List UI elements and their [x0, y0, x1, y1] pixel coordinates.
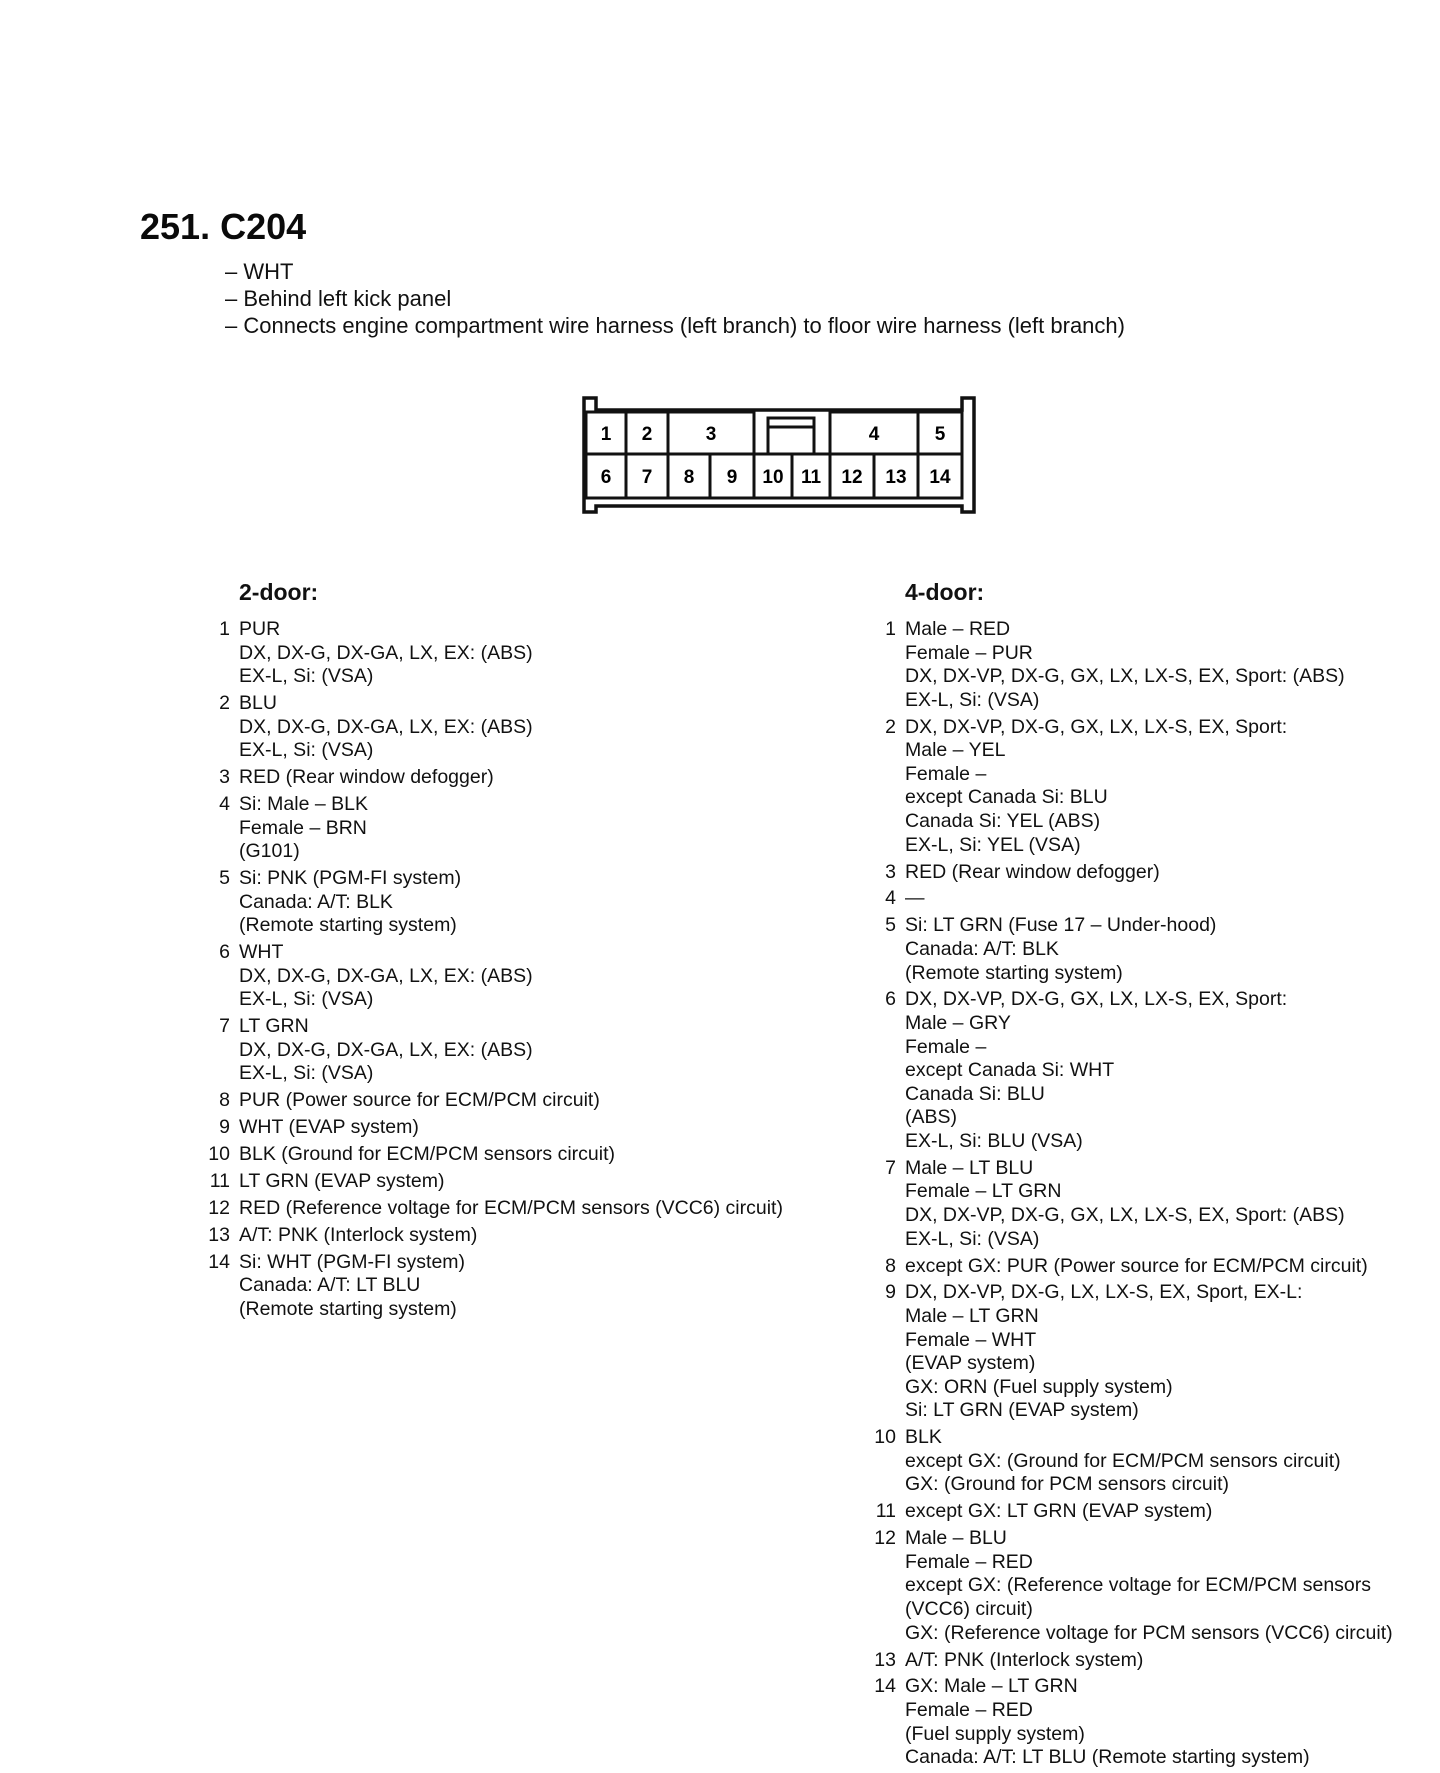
pin-entry	[200, 1170, 820, 1194]
pin-description-line: Female – PUR	[905, 641, 1033, 664]
pin-description-line: Si: PNK (PGM-FI system)	[239, 867, 462, 890]
pin-entry	[866, 716, 1436, 858]
pin-description-line: Female – LT GRN	[905, 1180, 1062, 1203]
two-door-heading: 2-door:	[239, 579, 319, 605]
pin-description-line: PUR	[239, 618, 281, 640]
connector-color: – WHT	[225, 259, 294, 284]
pin-entry	[866, 988, 1436, 1153]
pin-entry	[200, 618, 820, 689]
pin-entry	[866, 1649, 1436, 1673]
pin-description-line: Si: WHT (PGM-FI system)	[239, 1250, 466, 1273]
pin-description-line: (G101)	[239, 840, 300, 863]
pin-number: 8	[219, 1089, 230, 1112]
pin-description-line: Female – RED	[905, 1698, 1033, 1721]
two-door-column	[200, 578, 820, 1325]
pin-description-line: Male – LT BLU	[905, 1156, 1034, 1179]
pin-description-line: Canada: A/T: LT BLU (Remote starting system)	[905, 1746, 1310, 1769]
pin-description-line: EX-L, Si: (VSA)	[905, 1227, 1040, 1250]
pin-description-line: Male – YEL	[905, 739, 1006, 762]
pin-description-line: DX, DX-VP, DX-G, LX, LX-S, EX, Sport, EX-L:	[905, 1281, 1303, 1304]
pin-description-line: EX-L, Si: (VSA)	[239, 1062, 374, 1085]
pin-description-line: BLU	[239, 692, 277, 715]
pin-description-line: except Canada Si: WHT	[905, 1059, 1115, 1082]
pin-description-line: EX-L, Si: (VSA)	[239, 988, 374, 1011]
pin-description-line: Canada Si: BLU	[905, 1082, 1045, 1105]
pin-description-line: (Remote starting system)	[239, 1297, 457, 1320]
pin-description-line: (Remote starting system)	[905, 961, 1123, 984]
pin-description-line: GX: (Ground for PCM sensors circuit)	[905, 1473, 1229, 1496]
pin-description-line: Female – RED	[905, 1550, 1033, 1573]
pin-label: 5	[934, 424, 946, 445]
pin-number: 12	[874, 1527, 896, 1550]
pin-entry	[200, 793, 820, 864]
pin-description-line: EX-L, Si: (VSA)	[905, 688, 1040, 711]
pin-label: 1	[600, 424, 612, 445]
pin-description-line: DX, DX-VP, DX-G, GX, LX, LX-S, EX, Sport: (ABS)	[905, 665, 1345, 688]
pin-entry	[200, 766, 820, 790]
pin-description-line: except GX: (Ground for ECM/PCM sensors circuit)	[905, 1449, 1341, 1472]
pin-description-line: Si: Male – BLK	[239, 793, 368, 816]
pin-description-line: (ABS)	[905, 1106, 958, 1129]
pin-entry	[866, 1500, 1436, 1524]
pin-description-line: RED (Rear window defogger)	[239, 766, 494, 789]
connector-diagram	[580, 396, 976, 516]
pin-description-line: DX, DX-G, DX-GA, LX, EX: (ABS)	[239, 715, 533, 738]
pin-number: 13	[208, 1223, 230, 1246]
pin-description-line: DX, DX-VP, DX-G, GX, LX, LX-S, EX, Sport:	[905, 988, 1288, 1011]
pin-description-line: PUR (Power source for ECM/PCM circuit)	[239, 1089, 600, 1112]
pin-label: 3	[705, 424, 717, 445]
pin-entry	[200, 1089, 820, 1113]
pin-description-line: RED (Rear window defogger)	[905, 860, 1160, 883]
pin-entry	[200, 1251, 820, 1322]
pin-number: 10	[874, 1426, 896, 1449]
pin-number: 1	[219, 618, 230, 640]
four-door-pin-list	[866, 618, 1436, 1770]
pin-number: 11	[209, 1170, 230, 1193]
pin-description-line: (Remote starting system)	[239, 914, 457, 937]
pin-description-line: Male – LT GRN	[905, 1305, 1039, 1327]
pin-number: 14	[208, 1250, 230, 1273]
pin-description-line: except GX: (Reference voltage for ECM/PCM sensors (VCC6) circuit)	[905, 1574, 1372, 1621]
pin-description-line: except GX: PUR (Power source for ECM/PCM circuit)	[905, 1254, 1368, 1277]
pin-number: 9	[219, 1116, 230, 1139]
pin-label: 7	[641, 467, 653, 488]
pin-entry	[200, 692, 820, 763]
pin-entry	[866, 1157, 1436, 1251]
pin-number: 5	[219, 867, 230, 890]
pin-description-line: Si: LT GRN (Fuse 17 – Under-hood)	[905, 914, 1217, 937]
pin-entry	[200, 1015, 820, 1086]
pin-number: 8	[885, 1254, 896, 1277]
pin-description-line: DX, DX-VP, DX-G, GX, LX, LX-S, EX, Sport: (ABS)	[905, 1204, 1345, 1227]
pin-description-line: Canada Si: YEL (ABS)	[905, 810, 1101, 833]
two-door-pin-list	[200, 618, 820, 1321]
pin-entry	[866, 618, 1436, 712]
pin-description-line: (Fuel supply system)	[905, 1722, 1085, 1745]
connector-info	[225, 258, 1125, 339]
pin-description-line: Canada: A/T: BLK	[239, 890, 393, 913]
pin-description-line: —	[905, 887, 925, 910]
pin-label: 8	[683, 467, 695, 488]
pin-description-line: Canada: A/T: BLK	[905, 937, 1059, 960]
pin-number: 7	[885, 1156, 896, 1179]
pin-description-line: EX-L, Si: (VSA)	[239, 665, 374, 688]
pin-description-line: DX, DX-VP, DX-G, GX, LX, LX-S, EX, Sport:	[905, 715, 1288, 738]
pin-entry	[200, 867, 820, 938]
connector-lock-tab	[768, 418, 814, 454]
pin-description-line: GX: Male – LT GRN	[905, 1675, 1078, 1698]
pin-description-line: (EVAP system)	[905, 1352, 1036, 1375]
pin-description-line: BLK	[905, 1426, 942, 1449]
pin-description-line: WHT	[239, 941, 284, 964]
pin-label: 9	[726, 467, 738, 488]
pin-description-line: DX, DX-G, DX-GA, LX, EX: (ABS)	[239, 964, 533, 987]
pin-description-line: LT GRN	[239, 1015, 309, 1038]
pin-label: 14	[929, 467, 951, 488]
pin-number: 14	[874, 1675, 896, 1698]
pin-number: 3	[885, 860, 896, 883]
pin-number: 2	[885, 715, 896, 738]
pin-description-line: DX, DX-G, DX-GA, LX, EX: (ABS)	[239, 1038, 533, 1061]
pin-entry	[866, 1281, 1436, 1423]
pin-description-line: RED (Reference voltage for ECM/PCM sensors (VCC6) circuit)	[239, 1196, 783, 1219]
pin-description-line: except GX: LT GRN (EVAP system)	[905, 1500, 1213, 1523]
pin-number: 7	[219, 1015, 230, 1038]
pin-entry	[866, 1255, 1436, 1279]
pin-number: 11	[875, 1500, 896, 1523]
pin-label: 6	[600, 467, 612, 488]
pin-entry	[200, 1197, 820, 1221]
pin-description-line: A/T: PNK (Interlock system)	[905, 1648, 1144, 1671]
pin-number: 9	[885, 1281, 896, 1304]
pin-number: 13	[874, 1648, 896, 1671]
pin-number: 2	[219, 692, 230, 715]
pin-description-line: Male – BLU	[905, 1527, 1007, 1550]
pin-description-line: WHT (EVAP system)	[239, 1116, 419, 1139]
pin-entry	[200, 1116, 820, 1140]
pin-description-line: Female –	[905, 1035, 987, 1058]
pin-number: 4	[219, 793, 230, 816]
pin-description-line: Canada: A/T: LT BLU	[239, 1274, 421, 1297]
pin-number: 3	[219, 766, 230, 789]
pin-label: 11	[800, 467, 822, 488]
pin-entry	[866, 1426, 1436, 1497]
pin-description-line: Si: LT GRN (EVAP system)	[905, 1399, 1139, 1422]
pin-entry	[200, 941, 820, 1012]
pin-description-line: EX-L, Si: YEL (VSA)	[905, 833, 1081, 856]
pin-entry	[866, 861, 1436, 885]
pin-description-line: except Canada Si: BLU	[905, 786, 1108, 809]
pin-entry	[200, 1143, 820, 1167]
pin-entry	[866, 1675, 1436, 1769]
pin-description-line: Male – RED	[905, 618, 1011, 640]
pin-description-line: A/T: PNK (Interlock system)	[239, 1223, 478, 1246]
pin-description-line: LT GRN (EVAP system)	[239, 1170, 445, 1193]
pin-number: 10	[208, 1143, 230, 1166]
pin-label: 10	[762, 467, 784, 488]
pin-description-line: EX-L, Si: (VSA)	[239, 739, 374, 762]
four-door-column	[866, 578, 1436, 1773]
pin-description-line: Female – WHT	[905, 1328, 1037, 1351]
pin-description-line: GX: ORN (Fuel supply system)	[905, 1375, 1173, 1398]
connector-description: – Connects engine compartment wire harness (left branch) to floor wire harness (left branch)	[225, 313, 1125, 338]
four-door-heading: 4-door:	[905, 579, 985, 605]
pin-number: 12	[208, 1196, 230, 1219]
pin-description-line: BLK (Ground for ECM/PCM sensors circuit)	[239, 1143, 616, 1166]
pin-description-line: Male – GRY	[905, 1011, 1011, 1034]
pin-description-line: Female –	[905, 762, 987, 785]
pin-number: 6	[885, 988, 896, 1011]
pin-label: 12	[841, 467, 863, 488]
pin-number: 4	[885, 887, 896, 910]
pin-entry	[200, 1224, 820, 1248]
page-title: 251. C204	[140, 206, 307, 247]
pin-number: 1	[885, 618, 896, 640]
pin-number: 5	[885, 914, 896, 937]
pin-description-line: GX: (Reference voltage for PCM sensors (VCC6) circuit)	[905, 1621, 1393, 1644]
pin-entry	[866, 914, 1436, 985]
pin-entry	[866, 887, 1436, 911]
pin-number: 6	[219, 941, 230, 964]
pin-label: 2	[641, 424, 653, 445]
pin-description-line: DX, DX-G, DX-GA, LX, EX: (ABS)	[239, 641, 533, 664]
pin-label: 4	[868, 424, 880, 445]
pin-entry	[866, 1527, 1436, 1645]
pin-description-line: Female – BRN	[239, 816, 367, 839]
connector-location: – Behind left kick panel	[225, 286, 452, 311]
pin-description-line: EX-L, Si: BLU (VSA)	[905, 1129, 1083, 1152]
pin-label: 13	[885, 467, 907, 488]
